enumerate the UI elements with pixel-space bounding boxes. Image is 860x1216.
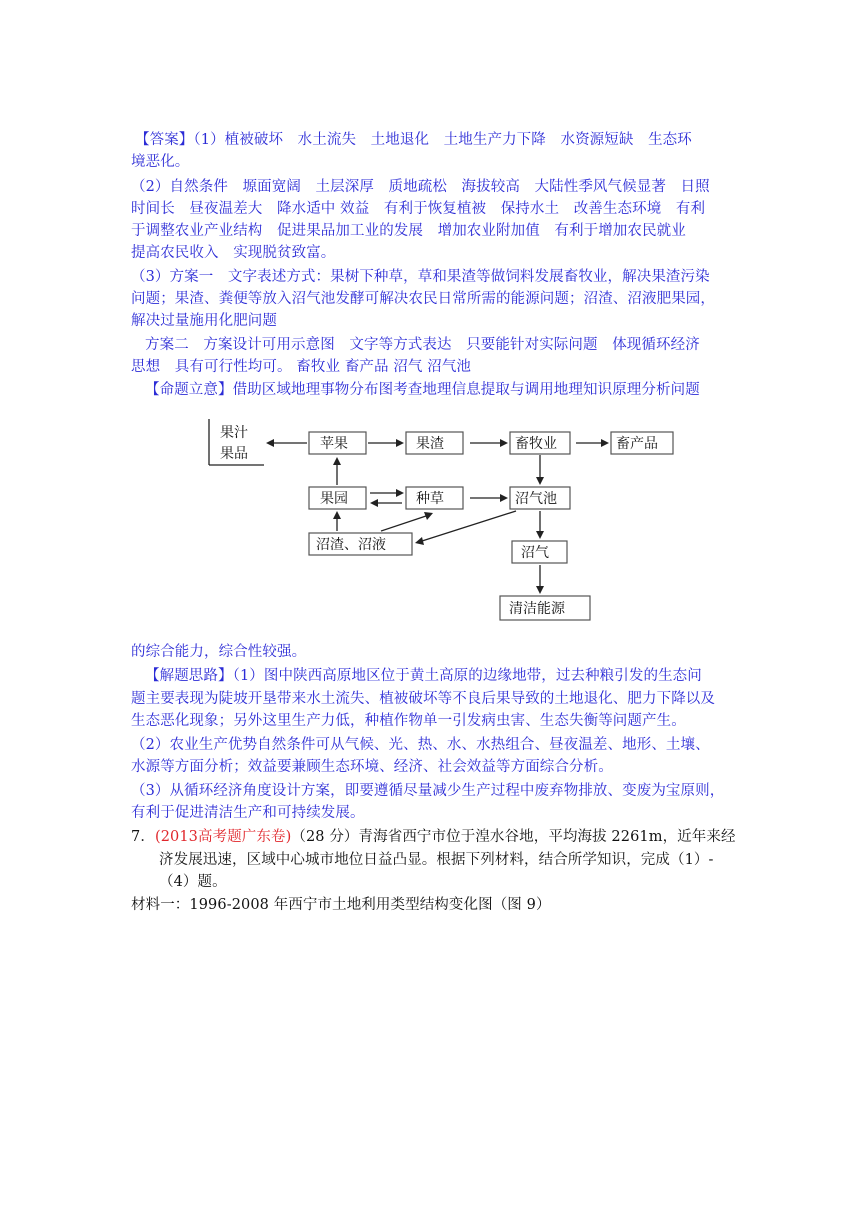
after-line-1: 的综合能力，综合性较强。 — [131, 644, 307, 660]
node-livestock-products — [611, 432, 673, 454]
answer-line-5: 于调整农业产业结构 促进果品加工业的发展 增加农业附加值 有利于增加农民就业 — [131, 223, 686, 239]
answer-line-10: 方案二 方案设计可用示意图 文字等方式表达 只要能针对实际问题 体现循环经济 — [145, 337, 700, 353]
answer-line-11: 思想 具有可行性均可。 畜牧业 畜产品 沼气 沼气池 — [131, 359, 472, 375]
question-number: 7． — [131, 829, 155, 845]
answer-line-1: 【答案】（1）植被破坏 水土流失 土地退化 土地生产力下降 水资源短缺 生态环 — [135, 132, 692, 148]
node-residue — [309, 533, 412, 555]
arrow-livestock-to-biogas-pool — [536, 455, 544, 485]
answer-line-4: 时间长 昼夜温差大 降水适中 效益 有利于恢复植被 保持水土 改善生态环境 有利 — [131, 201, 706, 217]
after-line-3: 题主要表现为陡坡开垦带来水土流失、植被破坏等不良后果导致的土地退化、肥力下降以及 — [131, 691, 715, 707]
node-residue-label: 沼渣、沼液 — [316, 537, 386, 553]
node-juice-label-2: 果品 — [220, 446, 248, 462]
node-livestock-products-label: 畜产品 — [616, 436, 658, 452]
node-grass-label: 种草 — [416, 491, 444, 507]
question-line-1 — [131, 826, 736, 848]
after-line-7: （3）从循环经济角度设计方案，即要遵循尽量减少生产过程中废弃物排放、变废为宝原则， — [131, 783, 725, 799]
arrow-grass-to-biogas-pool — [470, 494, 508, 502]
answer-line-7: （3）方案一 文字表述方式：果树下种草，草和果渣等做饲料发展畜牧业，解决果渣污染 — [131, 269, 710, 285]
circular-economy-diagram — [206, 413, 681, 628]
after-line-4: 生态恶化现象；另外这里生产力低，种植作物单一引发病虫害、生态失衡等问题产生。 — [131, 713, 686, 729]
node-apple-label: 苹果 — [320, 436, 348, 452]
arrow-biogas-to-clean-energy — [536, 565, 544, 594]
arrow-livestock-to-products — [576, 439, 609, 447]
node-apple — [309, 432, 366, 454]
question-source: (2013高考题广东卷) — [154, 829, 292, 845]
arrow-residue-to-grass — [381, 512, 433, 531]
node-orchard-label: 果园 — [320, 491, 348, 507]
answer-line-6: 提高农民收入 实现脱贫致富。 — [131, 245, 336, 261]
node-juice-label-1: 果汁 — [220, 425, 248, 441]
arrow-pomace-to-livestock — [470, 439, 508, 447]
arrow-orchard-to-apple — [333, 457, 341, 485]
after-line-8: 有利于促进清洁生产和可持续发展。 — [131, 805, 365, 821]
answer-line-8: 问题；果渣、粪便等放入沼气池发酵可解决农民日常所需的能源问题；沼渣、沼液肥果园， — [131, 291, 715, 307]
answer-line-9: 解决过量施用化肥问题 — [131, 313, 277, 329]
arrow-orchard-to-grass — [370, 489, 404, 497]
question-line-2: 济发展迅速，区域中心城市地位日益凸显。根据下列材料，结合所学知识，完成（1）- — [159, 852, 714, 868]
answer-line-2: 境恶化。 — [131, 154, 190, 170]
arrow-biogas-pool-to-biogas — [536, 511, 544, 539]
arrow-apple-to-pomace — [368, 439, 404, 447]
node-livestock — [510, 432, 570, 454]
arrow-apple-to-juice — [266, 439, 307, 447]
node-biogas-label: 沼气 — [521, 545, 549, 561]
after-line-6: 水源等方面分析；效益要兼顾生态环境、经济、社会效益等方面综合分析。 — [131, 759, 613, 775]
node-clean-energy — [500, 596, 590, 620]
node-grass — [406, 487, 463, 509]
question-intro: （28 分）青海省西宁市位于湟水谷地，平均海拔 2261m，近年来经 — [291, 829, 736, 845]
arrow-grass-to-orchard — [370, 499, 402, 507]
node-orchard — [309, 487, 366, 509]
node-juice-products — [209, 419, 264, 465]
answer-line-3: （2）自然条件 塬面宽阔 土层深厚 质地疏松 海拔较高 大陆性季风气候显著 日照 — [131, 179, 710, 195]
after-line-2: 【解题思路】（1）图中陕西高原地区位于黄土高原的边缘地带，过去种粮引发的生态问 — [145, 668, 702, 684]
node-pomace — [406, 432, 463, 454]
node-livestock-label: 畜牧业 — [515, 436, 557, 452]
after-line-5: （2）农业生产优势自然条件可从气候、光、热、水、水热组合、昼夜温差、地形、土壤、 — [131, 737, 710, 753]
node-clean-energy-label: 清洁能源 — [509, 601, 565, 617]
arrow-residue-to-orchard — [333, 511, 341, 531]
answer-line-12: 【命题立意】借助区域地理事物分布图考查地理信息提取与调用地理知识原理分析问题 — [145, 382, 700, 398]
question-line-3: （4）题。 — [159, 874, 227, 890]
node-biogas-pool — [510, 487, 570, 509]
node-biogas — [512, 541, 567, 563]
node-pomace-label: 果渣 — [416, 436, 444, 452]
material-caption: 材料一：1996-2008 年西宁市土地利用类型结构变化图（图 9） — [131, 897, 551, 913]
node-biogas-pool-label: 沼气池 — [515, 491, 557, 507]
